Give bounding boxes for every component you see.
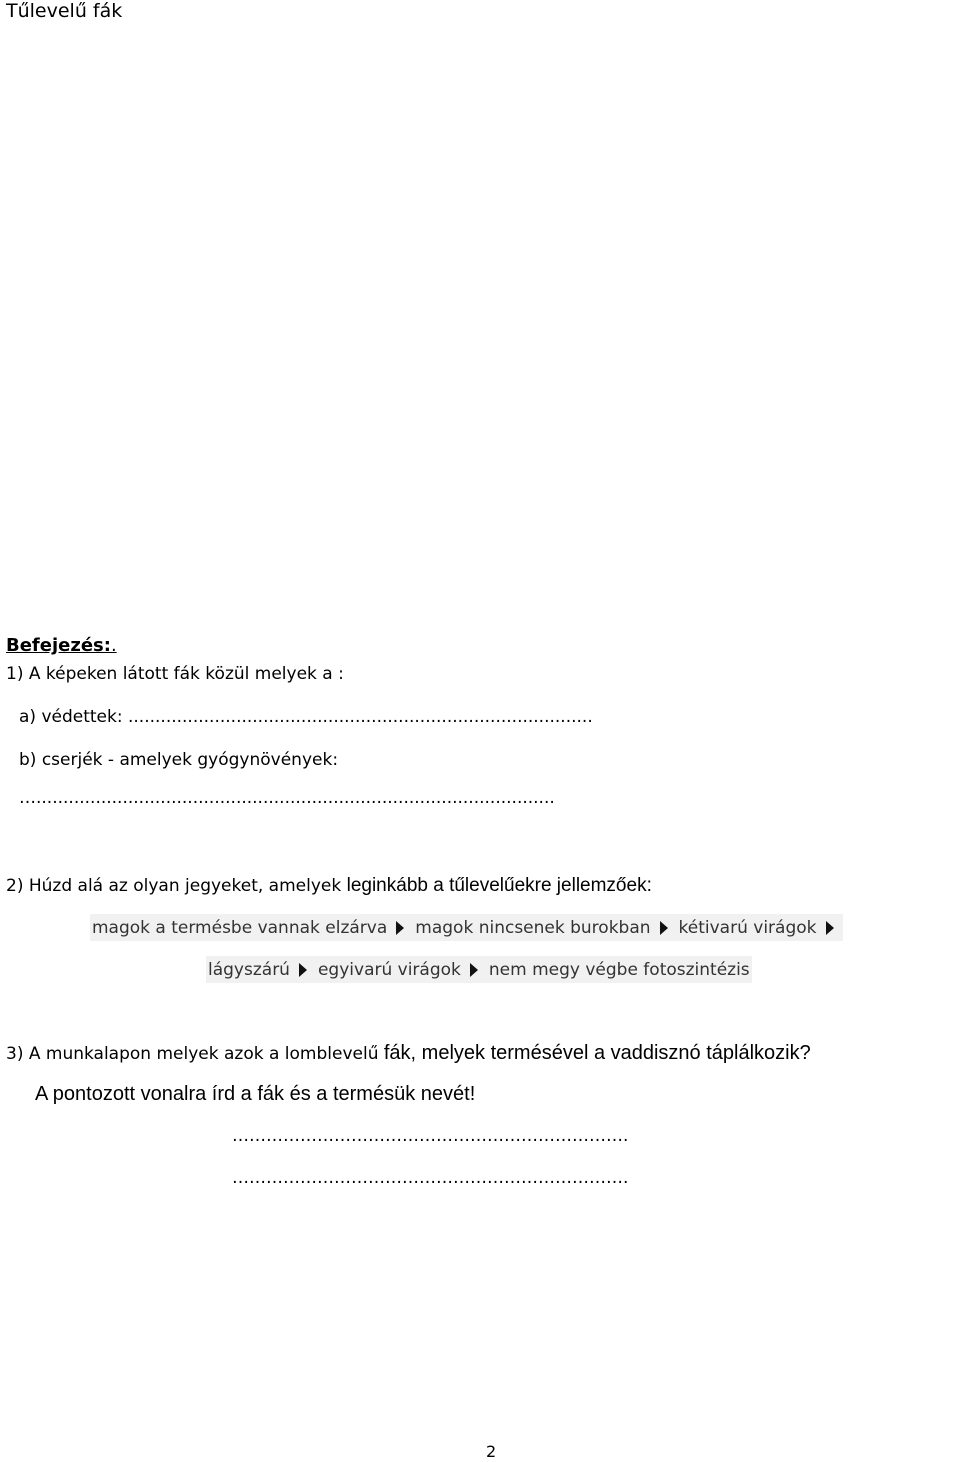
trait-tag[interactable]: egyivarú virágok — [317, 959, 461, 980]
section-heading — [6, 637, 117, 655]
question-2 — [6, 876, 652, 895]
question-3-instruction: A pontozott vonalra írd a fák és a termésük nevét! — [35, 1083, 476, 1105]
answer-line-3a: ……………………………………………………………. — [232, 1126, 629, 1146]
page-title: Tűlevelű fák — [6, 0, 123, 22]
tag-row-1 — [90, 914, 843, 941]
answer-line-3b: ……………………………………………………………. — [232, 1168, 629, 1188]
question-2-text-b: leginkább a tűlevelűekre jellemzőek: — [346, 875, 652, 896]
arrow-right-icon — [660, 921, 668, 935]
section-heading-text: Befejezés: — [6, 635, 111, 656]
trait-tag[interactable]: lágyszárú — [208, 959, 290, 980]
section-heading-suffix: . — [110, 635, 117, 656]
arrow-right-icon — [396, 921, 404, 935]
trait-tag[interactable]: magok a termésbe vannak elzárva — [92, 917, 388, 938]
question-3-text-a: 3) A munkalapon melyek azok a lomblevelű — [6, 1044, 384, 1064]
question-1: 1) A képeken látott fák közül melyek a : — [6, 664, 344, 684]
trait-tag[interactable]: kétivarú virágok — [678, 917, 817, 938]
trait-tag[interactable]: nem megy végbe fotoszintézis — [488, 959, 750, 980]
page-number: 2 — [486, 1442, 497, 1461]
arrow-right-icon — [299, 963, 307, 977]
answer-line-1b: …................................................................................................ — [19, 788, 555, 808]
trait-tag[interactable]: magok nincsenek burokban — [415, 917, 651, 938]
arrow-right-icon — [470, 963, 478, 977]
question-1a: a) védettek: ...................................................................................... — [19, 707, 593, 727]
question-2-text-a: 2) Húzd alá az olyan jegyeket, amelyek — [6, 876, 347, 896]
question-3 — [6, 1043, 811, 1063]
arrow-right-icon — [826, 921, 834, 935]
question-1b: b) cserjék - amelyek gyógynövények: — [19, 750, 339, 770]
tag-row-2 — [206, 956, 752, 983]
question-3-text-b: fák, melyek termésével a vaddisznó táplálkozik? — [383, 1042, 811, 1064]
